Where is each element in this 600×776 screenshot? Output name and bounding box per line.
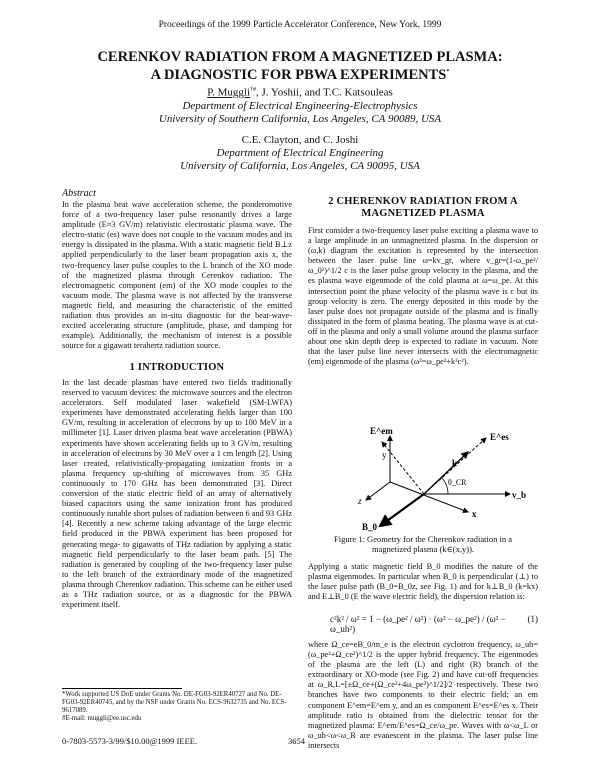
label-theta-cr: θ_CR bbox=[448, 478, 467, 487]
section-2-para-1 bbox=[308, 226, 538, 367]
section-2-heading bbox=[308, 196, 538, 220]
footnote-rule bbox=[62, 688, 182, 689]
label-x: x bbox=[472, 509, 477, 519]
author-line-1 bbox=[40, 84, 560, 100]
isbn-footer: 0-7803-5573-3/99/$10.00@1999 IEEE. bbox=[62, 736, 198, 746]
affiliation-ucla-address: University of California, Los Angeles, CA 90095, USA bbox=[180, 159, 420, 172]
title-line-2 bbox=[40, 65, 560, 83]
label-y: y bbox=[382, 450, 387, 460]
theta-arc bbox=[441, 477, 448, 494]
affiliation-usc-dept: Department of Electrical Engineering-Electrophysics bbox=[182, 99, 418, 112]
section-2-heading-line-1: 2 CHERENKOV RADIATION FROM A bbox=[328, 196, 518, 207]
footnote-work: *Work supported US DoE under Grants No. DE-FG03-92ER40727 and No. DE-FG03-92ER40745, and by the NSF under Grants No. ECS-9632735 and No. ECS-9617089. bbox=[62, 691, 287, 714]
label-z: z bbox=[358, 496, 362, 506]
section-2-paragraph-1: First consider a two-frequency laser pulse exciting a plasma wave to a large amplitude in an unmagnetized plasma. In the dispersion or (ω,k) diagram the excitation is represented by the intersection between the laser pulse line ω=kv_gr, where v_gr=(1-ω_pe²/ω_0²)^1/2 c is the laser pulse group velocity in the plasma, and the es plasma wave eigenmode of the cold plasma at ω=ω_pe. At this intersection point the phase velocity of the plasma wave is c but its group velocity is zero. The energy deposited in this mode by the laser pulse does not propagate outside of the plasma and is finally dissipated in the form of plasma heating. The plasma wave is at cut-off in the plasma and only a small volume around the plasma surface about one skin depth deep is expected to radiate in vacuum. Note that the laser pulse line never intersects with the electromagnetic (em) eigenmode of the plasma (ω²=ω_pe²+k²c²). bbox=[308, 226, 538, 367]
affiliation-usc-address: University of Southern California, Los Angeles, CA 90089, USA bbox=[158, 112, 442, 125]
footnotes bbox=[62, 691, 292, 723]
proceedings-header: Proceedings of the 1999 Particle Accelerator Conference, New York, 1999 bbox=[158, 20, 442, 30]
paper-title bbox=[40, 50, 560, 83]
author-spacer bbox=[40, 126, 560, 134]
author-line-2: C.E. Clayton, and C. Joshi bbox=[241, 133, 359, 146]
label-vb: v_b bbox=[512, 490, 527, 500]
equation-number: (1) bbox=[527, 614, 538, 624]
affiliation-ucla-dept: Department of Electrical Engineering bbox=[216, 146, 384, 159]
author-muggli: P. Muggli bbox=[207, 86, 250, 99]
dispersion-equation bbox=[330, 614, 538, 634]
section-1-paragraph: In the last decade plasmas have entered two fields traditionally reserved to vacuum devices: the microwave sources and the electron accelerators. Self modulated laser wakefield (SM-LWFA) experiments have demonstrated accelerating fields larger than 100 GV/m, resulting in acceleration of electrons by up to 100 MeV in a millimeter [1]. Laser driven plasma beat wave acceleration (PBWA) experiments have shown accelerating fields up to 3 GV/m, resulting in acceleration of electrons by 30 MeV over a 1 cm length [2]. Using laser created, relativistically-propagating ionization fronts in a plasma frequency up-shifting of microwaves from 35 GHz continuously to 170 GHz has been demonstrated [3]. Direct conversion of the static electric field of an array of alternatively biased capacitors using the same ionization front has produced continuously tunable short pulses of radiation between 6 and 93 GHz [4]. Recently a new scheme taking advantage of the large electric field produced in the PBWA experiment has been proposed for generating mega- to gigawatts of THz radiation by applying a static magnetic field perpendicularly to the laser beam path. [5] The radiation is generated by coupling of the two-frequency laser pulse to the left branch of the extraordinary mode of the magnetized plasma through Cherenkov radiation. This scheme can be either used as a THz radiation source, or as a diagnostic for the PBWA experiment itself. bbox=[62, 378, 292, 610]
abstract-paragraph: In the plasma beat wave acceleration scheme, the ponderomotive force of a two-frequency laser pulse resonantly drives a large amplitude (E≈3 GV/m) relativistic electrostatic plasma wave. The electro-static (es) wave does not couple to the vacuum modes and its energy is dissipated in the plasma. With a static magnetic field B⊥z applied perpendicularly to the laser beam propagation axis x, the two-frequency laser pulse couples to the L branch of the XO mode of the magnetized plasma through Cerenkov radiation. The electromagnetic component (em) of the XO mode couples to the vacuum mode. The plasma wave is not affected by the transverse magnetic field, and measuring the characteristic of the emitted radiation thus provides an in-situ diagnostic for the beat-wave-excited accelerating structure (amplitude, phase, and damping for example). Additionally, the mechanism of interest is a possible source for a gigawatt terahertz radiation source. bbox=[62, 200, 292, 351]
figure-1-caption-line-2: magnetized plasma (k∈(x,y)). bbox=[371, 544, 475, 554]
author-mark: †# bbox=[250, 87, 256, 93]
figure-1-geometry bbox=[340, 422, 540, 532]
author-block bbox=[40, 84, 560, 173]
title-line-1: CERENKOV RADIATION FROM A MAGNETIZED PLASMA: bbox=[97, 49, 503, 65]
section-2-paragraph-2: Applying a static magnetic field B_0 modifies the nature of the plasma eigenmodes. In particular when B_0 is perpendicular (⊥) to the laser pulse path (B_0=B_0z, see Fig. 1) and for k⊥B_0 (k=kx) and E⊥B_0 (E the wave electric field), the dispersion relation is: bbox=[308, 562, 538, 602]
section-2-para-2 bbox=[308, 562, 538, 602]
title-footnote-mark: * bbox=[446, 69, 450, 75]
page-number: 3654 bbox=[288, 736, 305, 746]
label-e-em: E^em bbox=[370, 426, 393, 436]
section-1-heading: 1 INTRODUCTION bbox=[129, 362, 225, 373]
e-em-vector bbox=[382, 442, 424, 494]
abstract-heading: Abstract bbox=[62, 188, 96, 199]
title-line-2-text: A DIAGNOSTIC FOR PBWA EXPERIMENTS bbox=[150, 66, 447, 83]
k-vector bbox=[424, 452, 468, 494]
section-2-para-3 bbox=[308, 640, 538, 751]
equation-body: c²k² / ω² = 1 − (ω_pe² / ω²) · (ω² − ω_pe²) / (ω² − ω_uh²) bbox=[330, 614, 506, 634]
b0-vector bbox=[380, 494, 424, 526]
figure-1-caption-line-1: Figure 1: Geometry for the Cherenkov radiation in a bbox=[334, 534, 512, 544]
label-b0: B_0 bbox=[362, 522, 378, 532]
section-2-paragraph-3: where Ω_ce=eB_0/m_e is the electron cyclotron frequency, ω_uh=(ω_pe²+Ω_ce²)^1/2 is the upper hybrid frequency. The eigenmodes of the plasma are the left (L) and right (R) branch of the extraordinary or XO-mode (see Fig. 2) and have cut-off frequencies at ω_R,L=[±Ω_ce+(Ω_ce²+4ω_pe²)^1/2]/2 respectively. These two branches have two components to their electric field; an em component E^em=E^em y, and an es component E^es=E^es x. Their amplitude ratio is obtained from the dielectric tensor for the magnetized plasma: E^em/E^es=Ω_ce/ω_pe. Waves with ω<ω_L or ω_uh<ω<ω_R are evanescent in the plasma. The laser pulse line intersects bbox=[308, 640, 538, 750]
z-axis bbox=[366, 482, 390, 500]
label-e-es: E^es bbox=[490, 432, 509, 442]
footnote-email: #E-mail: muggli@ee.usc.edu bbox=[62, 715, 142, 722]
label-k: k bbox=[452, 458, 458, 468]
abstract-text bbox=[62, 200, 292, 351]
figure-1-caption bbox=[308, 534, 538, 554]
author-line-1-rest: , J. Yoshii, and T.C. Katsouleas bbox=[256, 86, 393, 99]
section-1-text bbox=[62, 378, 292, 610]
section-2-heading-line-2: MAGNETIZED PLASMA bbox=[361, 208, 485, 219]
